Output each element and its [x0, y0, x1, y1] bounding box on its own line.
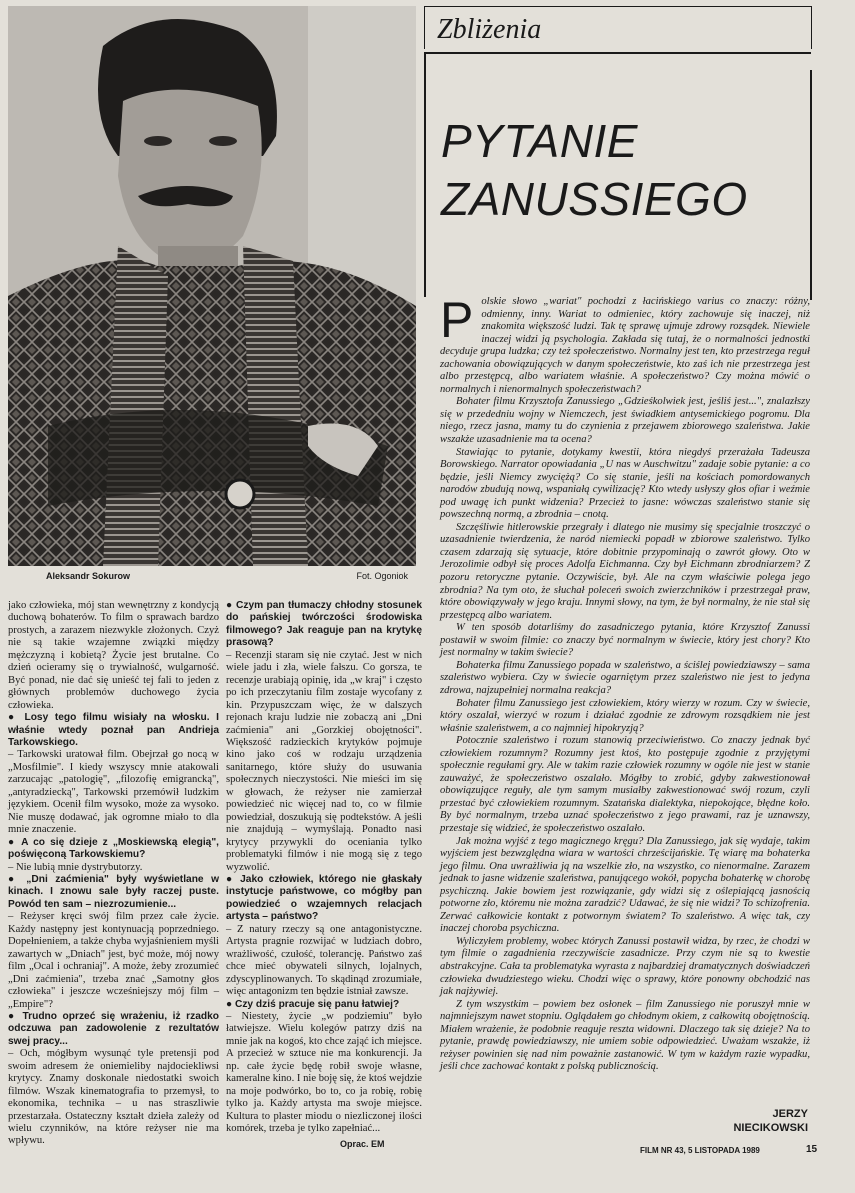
portrait-photo	[8, 6, 416, 566]
headline-line-1: PYTANIE	[441, 115, 638, 167]
interview-answer: – Niestety, życie „w podziemiu" było łatwiejsze. Wielu kolegów patrzy dziś na mnie jak na kogoś, kto chce zająć ich miejsce. A przecież w sztuce nie ma konkurencji. Ja np. całe życie będę robił swoje własne, kameralne kino. I nie boję się, że ktoś wejdzie na moje podwórko, bo to, co ja robię, robię tylko ja. Każdy artysta ma swoje miejsce. Kultura to plaster miodu o niezliczonej ilości komórek, trzeba je tylko zapełniać...	[226, 1010, 422, 1135]
author-first-name: JERZY	[772, 1108, 808, 1120]
photo-caption: Aleksandr Sokurow	[46, 571, 131, 581]
author-last-name: NIECIKOWSKI	[733, 1122, 808, 1134]
issue-folio: FILM NR 43, 5 LISTOPADA 1989	[640, 1146, 760, 1155]
paragraph-text: olskie słowo „wariat" pochodzi z łacińskiego varius co znaczy: różny, odmienny, inny. Wariat to odmieniec, który zachowuje się inaczej, niż znakomita większość ludzi. Tak tę sprawę ujmuje zdrowy rozsądek. Niewiele inaczej widzi ją psychologia. Zakłada się tutaj, że o normalności jednostki decyduje grupa ludzka; czy też społeczeństwo. Normalny jest ten, kto przestrzega reguł zachowania obowiązujących w danym społeczeństwie, kto zaś ich nie przestrzega jest albo przestępcą, albo wariatem właśnie. A społeczeństwo? Czy można mówić o normalnych i nienormalnych społeczeństwach?	[440, 296, 810, 395]
article-paragraph: Potocznie szaleństwo i rozum stanowią przeciwieństwo. Co znaczy jednak być człowiekiem rozumnym? Rozumny jest ktoś, kto postępuje zgodnie z przyjętymi społecznie regułami gry. Ale w takim razie człowiek rozumny w ogóle nie jest w stanie zauważyć, że społeczeństwo oszalało. Mógłby to zrobić, gdyby zakwestionował obowiązujące reguły, ale tym samym musiałby zakwestionować swój rozum, czyli przestać być człowiekiem rozumnym. Szatańska dialektyka, niepokojące, błędne koło. By być normalnym, trzeba uznać społeczeństwo z jego prawami, raz je uznawszy, przestaje się widzieć, że społeczeństwo oszalało.	[440, 735, 810, 834]
article-paragraph: Bohater filmu Krzysztofa Zanussiego „Gdzieśkolwiek jest, jeśliś jest...", znalazłszy się w przededniu wojny w Niemczech, jest świadkiem antysemickiego pogromu. Dla niego, rzecz jasna, mamy tu do czynienia z przejawem zbiorowego szaleństwa. Jakie wszakże uzasadnienie ma ta ocena?	[440, 396, 810, 446]
article-author	[728, 1107, 808, 1135]
interview-column-1	[8, 600, 219, 1148]
interview-answer: jako człowieka, mój stan wewnętrzny z kondycją duchową bohaterów. To film o sprawach bardzo prostych, a zarazem niezwykle złożonych. Czyż nie są takie wzajemne związki między mężczyzną i kobietą? Życie jest brutalne. Co dzień ocieramy się o trywialność, wulgarność. Być ponad, nie dać się unieść tej fali to jeden z głównych problemów duchowego życia człowieka.	[8, 600, 219, 711]
article-paragraph: W ten sposób dotarliśmy do zasadniczego pytania, które Krzysztof Zanussi postawił w swoim filmie: co znaczy być normalnym w świecie, który jest chory? Kto jest normalny w takim świecie?	[440, 622, 810, 659]
vertical-rule-right	[810, 70, 812, 300]
article-paragraph	[440, 292, 810, 396]
vertical-rule-left	[424, 52, 426, 297]
interview-question: ● „Dni zaćmienia" były wyświetlane w kinach. I znowu sale były raczej puste. Powód ten sam – niezrozumienie...	[8, 874, 219, 911]
article-body	[440, 292, 810, 1074]
interview-signature: Oprac. EM	[340, 1139, 385, 1149]
interview-answer: – Reżyser kręci swój film przez całe życie. Każdy następny jest kontynuacją poprzedniego. Dopełnieniem, a także chyba wyjaśnieniem myśli zawartych w „Dniach" jest, być może, mój nowy film „Ocal i ochraniaj". A może, żeby zrozumieć „Dni zaćmienia", trzeba znać „Samotny głos człowieka" i jeszcze wcześniejszy mój film – „Empire"?	[8, 911, 219, 1010]
article-paragraph: Wyliczyłem problemy, wobec których Zanussi postawił widza, by rzec, że chodzi w tym filmie o zagadnienia rzeczywiście zasadnicze. Przy czym nie są to kwestie abstrakcyjne. Cała ta problematyka wyrasta z najbardziej dramatycznych doświadczeń człowieka dwudziestego wieku. Chodzi więc o sprawy, które ponowny obchodzić nas jak najżywiej.	[440, 935, 810, 998]
interview-answer: – Tarkowski uratował film. Obejrzał go nocą w „Mosfilmie". I kiedy wszyscy mnie atakowali zarzucając „patologię", „filozofię emigrancką", „antyradziecką", Tarkowski przemówił ludzkim językiem. Ocenił film wysoko, może za wysoko. Nie muszę dodawać, jak ogromne miało to dla mnie znaczenie.	[8, 749, 219, 836]
section-title: Zbliżenia	[437, 14, 542, 45]
photo-credit: Fot. Ogoniok	[356, 571, 408, 581]
interview-question: ● Czy dziś pracuje się panu łatwiej?	[226, 999, 422, 1011]
article-paragraph: Jak można wyjść z tego magicznego kręgu? Dla Zanussiego, jak się wydaje, takim wyjściem jest bezwzględna wiara w wartości chrześcijańskie. Tę wiarę ma bohaterka jego filmu. Ona uwrażliwia ją na wszelkie zło, na wszystko, co nienormalne. Zarazem jednak to jasne widzenie szaleństwa, panującego wokół, popycha bohaterkę w chorobę psychiczną. Jakie bowiem jest rozwiązanie, gdy widzi się z oślepiającą jasnością potworne zło, któremu nie można zaradzić? Udawać, że się nie widzi? To schizofrenia. Zerwać całkowicie kontakt z potwornym światem? To szaleństwo. A więc tak, czy inaczej choroba psychiczna.	[440, 835, 810, 935]
article-paragraph: Stawiając to pytanie, dotykamy kwestii, która niegdyś przerażała Tadeusza Borowskiego. Narrator opowiadania „U nas w Auschwitzu" zadaje sobie pytanie: a co będzie, jeśli Niemcy zwyciężą? Co się stanie, jeśli na kościach pomordowanych narodów zbudują nową, wspaniałą cywilizację? Kto wtedy usłyszy głos ofiar i weźmie pod uwagę ich punkt widzenia? Przecież to jasne: wówczas szaleństwo stanie się powszechną normą, a zbrodnia – cnotą.	[440, 446, 810, 521]
interview-question: ● A co się dzieje z „Moskiewską elegią", poświęconą Tarkowskiemu?	[8, 837, 219, 862]
article-paragraph: Szczęśliwie hitlerowskie przegrały i dlatego nie musimy się specjalnie troszczyć o uzasadnienie twierdzenia, że naród niemiecki popadł w zbiorowe szaleństwo. Tylko czasem zdarzają się sytuacje, które dobitnie przypominają o zawrót głowy. Oto w Jerozolimie odbył się proces Adolfa Eichmanna. Czy był Eichmann zbrodniarzem? Z pozoru retoryczne pytanie. Oczywiście, był. Ale na czym właściwie polega jego zbrodnia? Na tym oto, że słuchał poleceń swoich zwierzchników i przestrzegał praw, które obowiązywały w jego kraju. Innymi słowy, na tym, że był normalny, że nie stał się przestępcą albo wariatem.	[440, 521, 810, 621]
headline-line-2: ZANUSSIEGO	[441, 173, 748, 225]
interview-answer: – Nie lubią mnie dystrybutorzy.	[8, 861, 143, 873]
interview-question: ● Czym pan tłumaczy chłodny stosunek do pańskiej twórczości środowiska filmowego? Jak reaguje pan na krytykę prasową?	[226, 600, 422, 650]
article-paragraph: Bohaterka filmu Zanussiego popada w szaleństwo, a ściślej powiedziawszy – sama szaleństwo wybiera. Czy w świecie ogarniętym przez szaleństwo nie jest to jedyna zdrowa, najzupełniej normalna reakcja?	[440, 659, 810, 696]
article-headline	[441, 112, 748, 228]
interview-question: ● Jako człowiek, którego nie głaskały instytucje państwowe, co mógłby pan powiedzieć o wzajemnych relacjach artysta – państwo?	[226, 874, 422, 924]
interview-answer: – Och, mógłbym wysunąć tyle pretensji pod swoim adresem że oniemieliby najdociekliwsi krytycy. Znamy doskonale niedostatki swoich filmów. Wszak kinematografia to przemysł, to ekonomika, technika – u nas straszliwie przestarzała. Ostateczny kształt dzieła zależy od wielu czynników, na które reżyser nie ma wpływu.	[8, 1048, 219, 1147]
portrait-illustration	[8, 6, 416, 566]
section-rule	[424, 52, 811, 54]
interview-question: ● Trudno oprzeć się wrażeniu, iż rzadko odczuwa pan zadowolenie z rezultatów swej pracy...	[8, 1011, 219, 1048]
interview-answer: – Recenzji staram się nie czytać. Jest w nich wiele jadu i zła, wiele fałszu. Co gorsza, te recenzje urabiają opinię, ida „w kraj" i często po ich przeczytaniu film zostaje wycofany z kin. Przypuszczam więc, że w dalszych rejonach kraju ludzie nie zobaczą ani „Dni zaćmienia" ani „Gorzkiej obojętności". Większość radzieckich krytyków pojmuje kino jako coś w rodzaju urządzenia sanitarnego, które służy do usuwania społecznych nieczystości. Nie mieści im się w głowach, że reżyser nie zamierzał powiedzieć nic więcej nad to, co w filmie powiedział, doszukują się podtekstów. A jeśli nie znajdują – wymyślają. Ponadto nasi krytycy przywykli do oceniania tylko problematyki filmów i nie mogą się z tego wyzwolić.	[226, 649, 422, 873]
page-number: 15	[806, 1144, 818, 1155]
interview-column-2	[226, 600, 422, 1135]
article-paragraph: Z tym wszystkim – powiem bez osłonek – film Zanussiego nie poruszył mnie w najmniejszym nawet stopniu. Oglądałem go chłodnym okiem, z całkowitą obojętnością. Miałem wrażenie, że podobnie reaguje reszta widowni. Dlaczego tak się dzieje? Na to pytanie, prawdę powiedziawszy, nie umiem sobie odpowiedzieć. Uważam wszakże, iż reżyser powinien się nad nim poważnie zastanowić. W tym w każdym razie wypadku, jeśli chce zachować kontakt z polską publicznością.	[440, 998, 810, 1073]
drop-cap: P	[440, 292, 474, 348]
interview-answer: – Z natury rzeczy są one antagonistyczne. Artysta pragnie rozwijać w ludziach dobro, wrażliwość, czułość, tolerancję. Państwo zaś chce mieć obywateli silnych, lojalnych, zdyscyplinowanych. To skądinąd zrozumiałe, więc antagonizm ten będzie istniał zawsze.	[226, 923, 422, 998]
article-paragraph: Bohater filmu Zanussiego jest człowiekiem, który wierzy w rozum. Czy w świecie, który oszalał, wierzyć w rozum i działać zgodnie ze zdrowym rozsądkiem nie jest właśnie szaleństwem, a co najmniej hipokryzją?	[440, 697, 810, 734]
interview-question: ● Losy tego filmu wisiały na włosku. I właśnie wtedy poznał pan Andrieja Tarkowskiego.	[8, 712, 219, 749]
